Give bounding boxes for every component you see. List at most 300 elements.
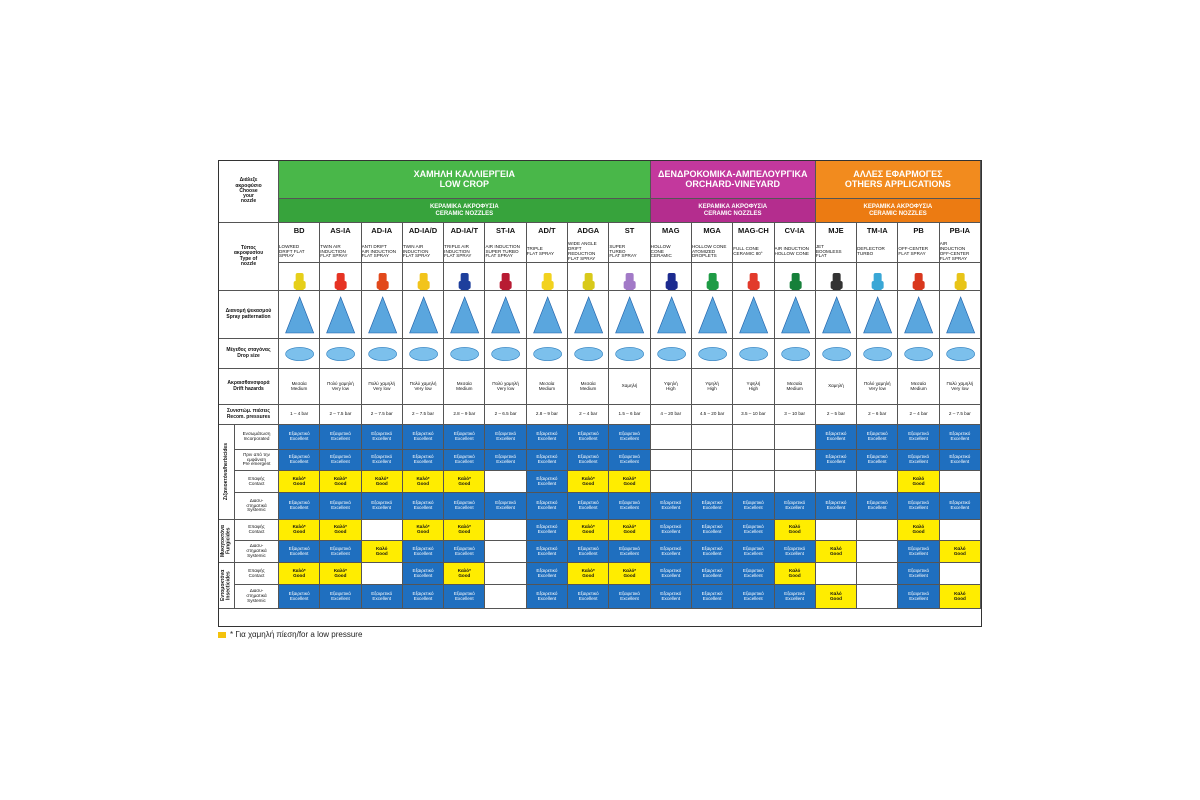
drift-text: Medium <box>910 385 927 391</box>
rating-cell <box>320 585 361 609</box>
rating-cell <box>857 493 898 520</box>
rating-text: Εξαιρετικό <box>329 500 351 506</box>
corner-text: nozzle <box>240 198 257 205</box>
nozzle-image <box>898 263 939 291</box>
nozzle-desc-line: DROPLETS <box>691 253 717 259</box>
rating-text: Εξαιρετικό <box>619 545 640 551</box>
nozzle-cap <box>376 281 388 289</box>
rating-text: Εξαιρετικό <box>866 500 888 506</box>
rating-cell <box>775 541 816 563</box>
drift-text: Medium <box>290 385 308 391</box>
nozzle-code: AD-IA/T <box>444 223 485 239</box>
rating-text: Excellent <box>702 595 722 601</box>
recommended-pressure: 3.5 – 10 bar <box>733 405 774 425</box>
rating-cell <box>362 541 403 563</box>
nozzle-desc-line: FLAT SPRAY <box>526 251 555 256</box>
drop-ellipse <box>946 347 974 360</box>
rating-text: Excellent <box>744 550 763 556</box>
rating-cell <box>320 541 361 563</box>
nozzle-desc-line: FLAT <box>815 253 827 259</box>
nozzle-desc-line: TRIPLE <box>526 246 543 252</box>
rating-text: Good <box>912 480 925 486</box>
rating-text: Καλό <box>830 545 842 551</box>
rating-text: Excellent <box>537 595 557 601</box>
rating-text: Good <box>953 595 966 601</box>
nozzle-icon <box>320 263 360 291</box>
drop-ellipse <box>327 347 355 360</box>
spray-pattern-icon <box>320 291 360 339</box>
rating-text: Εξαιρετικό <box>784 590 806 596</box>
rating-cell <box>692 425 733 450</box>
row-label-pressure <box>219 405 279 425</box>
spray-pattern <box>485 291 526 339</box>
rating-cell <box>898 520 939 541</box>
spray-triangle <box>699 297 727 333</box>
rating-text: Εξαιρετικό <box>371 431 393 437</box>
rating-text: Καλό* <box>581 475 595 481</box>
spray-triangle <box>286 297 314 333</box>
nozzle-desc <box>279 239 320 263</box>
spray-pattern <box>733 291 774 339</box>
corner-text: your <box>243 193 254 200</box>
rating-text: Excellent <box>289 595 309 601</box>
drift-text: Πολύ χαμηλή <box>368 380 396 386</box>
rating-cell <box>527 541 568 563</box>
rating-cell <box>320 493 361 520</box>
rating-text: Excellent <box>413 505 433 510</box>
rating-cell <box>898 493 939 520</box>
nozzle-image <box>279 263 320 291</box>
nozzle-desc <box>362 239 403 263</box>
nozzle-icon <box>816 263 856 291</box>
rating-text: Καλό* <box>292 524 306 530</box>
rating-cell <box>403 563 444 585</box>
nozzle-desc-line: SPRAY <box>279 253 295 259</box>
rating-cell <box>568 425 609 450</box>
recommended-pressure: 2 – 6 bar <box>857 405 898 425</box>
rating-text: Excellent <box>413 550 433 556</box>
rating-cell <box>651 450 692 471</box>
rating-cell <box>733 541 774 563</box>
drift-hazard <box>527 369 568 405</box>
spray-pattern-icon <box>816 291 856 339</box>
row-label-text: Recom. pressures <box>226 413 271 420</box>
rating-cell <box>527 563 568 585</box>
rating-text: Εξαιρετικό <box>329 545 351 551</box>
nozzle-code: ADGA <box>568 223 609 239</box>
rating-cell <box>320 425 361 450</box>
nozzle-icon <box>444 263 484 291</box>
rating-text: Εξαιρετικό <box>329 590 351 596</box>
rating-text: Excellent <box>950 459 970 464</box>
rating-text: Εξαιρετικό <box>371 454 393 460</box>
rating-cell <box>279 493 320 520</box>
rating-cell <box>485 425 526 450</box>
rating-cell <box>692 563 733 585</box>
nozzle-code: BD <box>279 223 320 239</box>
nozzle-code: PB <box>898 223 939 239</box>
nozzle-code: TM-IA <box>857 223 898 239</box>
nozzle-desc <box>527 239 568 263</box>
spray-pattern <box>362 291 403 339</box>
rating-text: Εξαιρετικό <box>619 500 640 506</box>
group-subheader <box>651 199 816 223</box>
rating-text: Καλό* <box>333 524 347 530</box>
nozzle-desc-line: CERAMIC <box>650 253 672 259</box>
application-type <box>235 541 279 563</box>
rating-text: Καλό <box>912 475 925 481</box>
drift-text: Very low <box>331 385 350 391</box>
rating-cell <box>403 471 444 493</box>
nozzle-cap <box>624 281 636 289</box>
rating-cell <box>527 493 568 520</box>
rating-text: Εξαιρετικό <box>908 454 930 460</box>
rating-cell <box>362 563 403 585</box>
drop-ellipse <box>616 347 644 360</box>
spray-pattern <box>898 291 939 339</box>
drift-text: High <box>707 385 717 391</box>
rating-cell <box>940 541 981 563</box>
rating-cell <box>362 450 403 471</box>
nozzle-icon <box>403 263 443 291</box>
nozzle-cap <box>665 281 677 289</box>
spray-triangle <box>657 297 685 333</box>
recommended-pressure: 2 – 7.5 bar <box>403 405 444 425</box>
spray-pattern <box>651 291 692 339</box>
drop-ellipse <box>575 347 603 360</box>
rating-cell <box>362 425 403 450</box>
rating-cell <box>733 585 774 609</box>
rating-cell <box>775 520 816 541</box>
rating-text: Excellent <box>496 505 515 510</box>
rating-cell <box>609 585 650 609</box>
rating-text: Εξαιρετικό <box>784 500 806 506</box>
rating-cell <box>816 563 857 585</box>
spray-triangle <box>327 297 355 333</box>
rating-cell <box>444 563 485 585</box>
rating-cell <box>816 450 857 471</box>
drop-size-icon <box>775 339 815 369</box>
drop-ellipse <box>533 347 561 360</box>
nozzle-code: AD-IA <box>362 223 403 239</box>
rating-text: Εξαιρετικό <box>412 590 434 596</box>
rating-cell <box>898 585 939 609</box>
drop-size-icon <box>320 339 360 369</box>
rating-cell <box>651 493 692 520</box>
drop-size <box>403 339 444 369</box>
rating-text: Εξαιρετικό <box>536 545 558 551</box>
rating-cell <box>857 471 898 493</box>
drop-ellipse <box>740 347 768 360</box>
drop-size-icon <box>609 339 649 369</box>
application-type-text: Επαφής <box>248 475 265 481</box>
drift-text: Υψηλή <box>746 380 761 386</box>
recommended-pressure: 1.5 – 6 bar <box>609 405 650 425</box>
nozzle-desc-line: TWIN AIR <box>320 243 341 249</box>
group-subheader <box>279 199 651 223</box>
drift-text: Medium <box>580 385 597 391</box>
rating-text: Excellent <box>537 480 557 486</box>
rating-cell <box>279 450 320 471</box>
spray-pattern-icon <box>692 291 732 339</box>
nozzle-icon <box>775 263 815 291</box>
rating-text: Εξαιρετικό <box>825 431 847 437</box>
row-label-text: Type of <box>239 255 258 262</box>
rating-cell <box>857 563 898 585</box>
rating-text: Εξαιρετικό <box>329 454 351 460</box>
rating-text: Εξαιρετικό <box>453 454 475 460</box>
rating-cell <box>857 585 898 609</box>
drop-size <box>527 339 568 369</box>
drift-hazard <box>320 369 361 405</box>
rating-text: Εξαιρετικό <box>908 590 930 596</box>
nozzle-desc-line: INDUCTION <box>939 246 966 252</box>
row-label-text: Τύπος <box>241 245 256 251</box>
drop-ellipse <box>905 347 933 360</box>
drop-ellipse <box>409 347 437 360</box>
rating-text: Excellent <box>331 505 350 510</box>
group-subtitle: ΚΕΡΑΜΙΚΑ ΑΚΡΟΦΥΣΙΑ <box>863 204 933 211</box>
nozzle-icon <box>857 263 897 291</box>
rating-cell <box>651 585 692 609</box>
recommended-pressure: 4.5 – 20 bar <box>692 405 733 425</box>
rating-cell <box>733 520 774 541</box>
rating-text: Εξαιρετικό <box>742 545 764 551</box>
spray-pattern <box>568 291 609 339</box>
rating-text: Καλό* <box>416 524 430 530</box>
drift-hazard <box>692 369 733 405</box>
drop-size-icon <box>568 339 608 369</box>
rating-text: Excellent <box>289 459 309 464</box>
spray-pattern-icon <box>898 291 938 339</box>
spray-triangle <box>616 297 644 333</box>
recommended-pressure: 2 – 5 bar <box>816 405 857 425</box>
nozzle-image <box>733 263 774 291</box>
nozzle-desc-line: DRIFT <box>568 246 582 252</box>
nozzle-desc-line: TRIPLE AIR <box>444 243 469 249</box>
application-type-text: Systemic <box>247 552 266 558</box>
rating-text: Good <box>829 595 842 601</box>
rating-text: Εξαιρετικό <box>453 590 475 596</box>
drift-hazard <box>485 369 526 405</box>
rating-cell <box>485 450 526 471</box>
rating-text: Good <box>582 572 595 578</box>
group-title: ORCHARD-VINEYARD <box>685 178 781 189</box>
rating-text: Good <box>293 572 306 578</box>
rating-text: Excellent <box>909 459 928 464</box>
rating-cell <box>568 541 609 563</box>
nozzle-desc-line: ATOMIZED <box>691 248 716 254</box>
rating-cell <box>898 471 939 493</box>
nozzle-cap <box>872 281 884 289</box>
rating-text: Εξαιρετικό <box>412 545 434 551</box>
rating-text: Καλό <box>788 524 801 530</box>
drift-text: Μεσαία <box>911 380 927 386</box>
nozzle-cap <box>541 281 553 289</box>
nozzle-image <box>568 263 609 291</box>
rating-cell <box>898 541 939 563</box>
drift-text: Υψηλή <box>663 380 678 386</box>
rating-text: Εξαιρετικό <box>701 545 723 551</box>
nozzle-desc-line: INDUCTION <box>320 248 346 254</box>
rating-text: Excellent <box>331 459 350 464</box>
rating-text: Good <box>458 572 471 578</box>
nozzle-desc-line: FLAT SPRAY <box>320 253 348 259</box>
row-label-text: nozzle <box>240 260 257 267</box>
spray-triangle <box>946 297 974 333</box>
row-label-text: Drop size <box>237 352 260 359</box>
rating-text: Excellent <box>413 436 433 441</box>
rating-text: Καλό* <box>457 475 471 481</box>
nozzle-image <box>609 263 650 291</box>
drift-hazard <box>568 369 609 405</box>
rating-text: Καλό <box>954 545 966 551</box>
rating-text: Good <box>334 480 347 486</box>
application-group-text: Μυκητοκτόνα Fungicides <box>220 525 232 557</box>
rating-text: Excellent <box>661 595 681 601</box>
drift-hazard <box>444 369 485 405</box>
group-subtitle: CERAMIC NOZZLES <box>869 210 927 217</box>
nozzle-desc-line: FLAT SPRAY <box>485 253 513 259</box>
spray-triangle <box>864 297 892 333</box>
rating-text: Good <box>623 529 636 534</box>
rating-text: Εξαιρετικό <box>288 545 310 551</box>
rating-text: Good <box>417 480 430 486</box>
rating-text: Εξαιρετικό <box>742 524 764 530</box>
spray-pattern <box>444 291 485 339</box>
spray-pattern <box>775 291 816 339</box>
rating-cell <box>940 520 981 541</box>
application-group <box>219 563 235 609</box>
rating-cell <box>403 520 444 541</box>
nozzle-desc-line: LOWRED <box>279 243 300 249</box>
recommended-pressure: 4 – 20 bar <box>651 405 692 425</box>
drop-size-icon <box>362 339 402 369</box>
application-type-text: Contact <box>248 480 265 486</box>
application-group-text: Εντομοκτόνα Insecticides <box>220 569 232 602</box>
rating-text: Εξαιρετικό <box>825 500 847 506</box>
rating-cell <box>527 450 568 471</box>
drop-ellipse <box>699 347 727 360</box>
rating-text: Εξαιρετικό <box>660 545 682 551</box>
rating-cell <box>485 541 526 563</box>
nozzle-desc-line: CONE <box>650 248 664 254</box>
rating-text: Excellent <box>578 595 598 601</box>
rating-text: Good <box>334 572 347 578</box>
nozzle-desc <box>692 239 733 263</box>
rating-text: Εξαιρετικό <box>371 590 393 596</box>
row-label-text: ακροφυσίου <box>233 250 264 257</box>
nozzle-desc-line: FLAT SPRAY <box>609 253 637 259</box>
rating-text: Εξαιρετικό <box>949 454 971 460</box>
rating-text: Καλό* <box>416 475 430 481</box>
spray-pattern-icon <box>444 291 484 339</box>
rating-cell <box>609 425 650 450</box>
rating-cell <box>485 493 526 520</box>
nozzle-icon <box>940 263 980 291</box>
rating-text: Good <box>375 480 388 486</box>
rating-cell <box>733 425 774 450</box>
spray-triangle <box>409 297 437 333</box>
rating-text: Εξαιρετικό <box>453 431 475 437</box>
drop-size-icon <box>898 339 938 369</box>
rating-cell <box>527 425 568 450</box>
drift-text: Very low <box>414 385 432 391</box>
nozzle-code: PB-IA <box>940 223 981 239</box>
spray-pattern <box>940 291 981 339</box>
rating-text: Excellent <box>372 505 392 510</box>
nozzle-icon <box>692 263 732 291</box>
row-label-spray <box>219 291 279 339</box>
corner-text: Choose <box>239 187 258 194</box>
spray-pattern <box>279 291 320 339</box>
rating-cell <box>816 471 857 493</box>
application-type-text: στηματικά <box>246 593 267 599</box>
spray-triangle <box>740 297 768 333</box>
drift-text: Very low <box>373 385 391 391</box>
recommended-pressure: 2 – 7.5 bar <box>320 405 361 425</box>
rating-cell <box>692 450 733 471</box>
rating-cell <box>692 493 733 520</box>
nozzle-desc <box>444 239 485 263</box>
rating-cell <box>568 493 609 520</box>
spray-pattern <box>692 291 733 339</box>
nozzle-desc <box>568 239 609 263</box>
spray-pattern-icon <box>940 291 980 339</box>
nozzle-desc-line: HOLLOW <box>650 243 671 249</box>
rating-cell <box>279 563 320 585</box>
drop-size <box>692 339 733 369</box>
rating-cell <box>857 425 898 450</box>
rating-cell <box>485 563 526 585</box>
application-type-text: Διασυ- <box>249 588 264 594</box>
rating-cell <box>527 520 568 541</box>
rating-text: Excellent <box>372 595 392 601</box>
drop-ellipse <box>864 347 892 360</box>
application-group-text: Ζιζανιοκτόνα/herbicides <box>222 443 229 501</box>
rating-text: Good <box>953 550 966 556</box>
rating-text: Excellent <box>620 436 639 441</box>
drop-size <box>651 339 692 369</box>
nozzle-desc-line: HOLLOW CONE <box>774 251 809 256</box>
spray-pattern <box>816 291 857 339</box>
rating-text: Εξαιρετικό <box>412 567 434 573</box>
nozzle-icon <box>568 263 608 291</box>
rating-text: Εξαιρετικό <box>701 524 723 530</box>
spray-triangle <box>905 297 933 333</box>
rating-cell <box>444 471 485 493</box>
nozzle-image <box>320 263 361 291</box>
nozzle-cap <box>294 281 306 289</box>
drop-size <box>568 339 609 369</box>
recommended-pressure: 3 – 10 bar <box>775 405 816 425</box>
rating-text: Εξαιρετικό <box>495 431 517 437</box>
drift-hazard <box>816 369 857 405</box>
drift-text: High <box>748 385 759 391</box>
nozzle-desc-line: AIR INDUCTION <box>774 246 809 252</box>
rating-cell <box>403 585 444 609</box>
rating-text: Εξαιρετικό <box>619 454 640 460</box>
nozzle-desc-line: FLAT SPRAY <box>568 255 596 261</box>
group-title: ΑΛΛΕΣ ΕΦΑΡΜΟΓΕΣ <box>853 169 943 180</box>
drift-text: Πολύ χαμηλή <box>946 380 974 386</box>
nozzle-desc-line: FLAT SPRAY <box>898 251 926 256</box>
rating-cell <box>733 493 774 520</box>
nozzle-image <box>444 263 485 291</box>
nozzle-image <box>857 263 898 291</box>
application-type-text: Contact <box>248 529 265 534</box>
rating-text: Καλό* <box>333 475 347 481</box>
